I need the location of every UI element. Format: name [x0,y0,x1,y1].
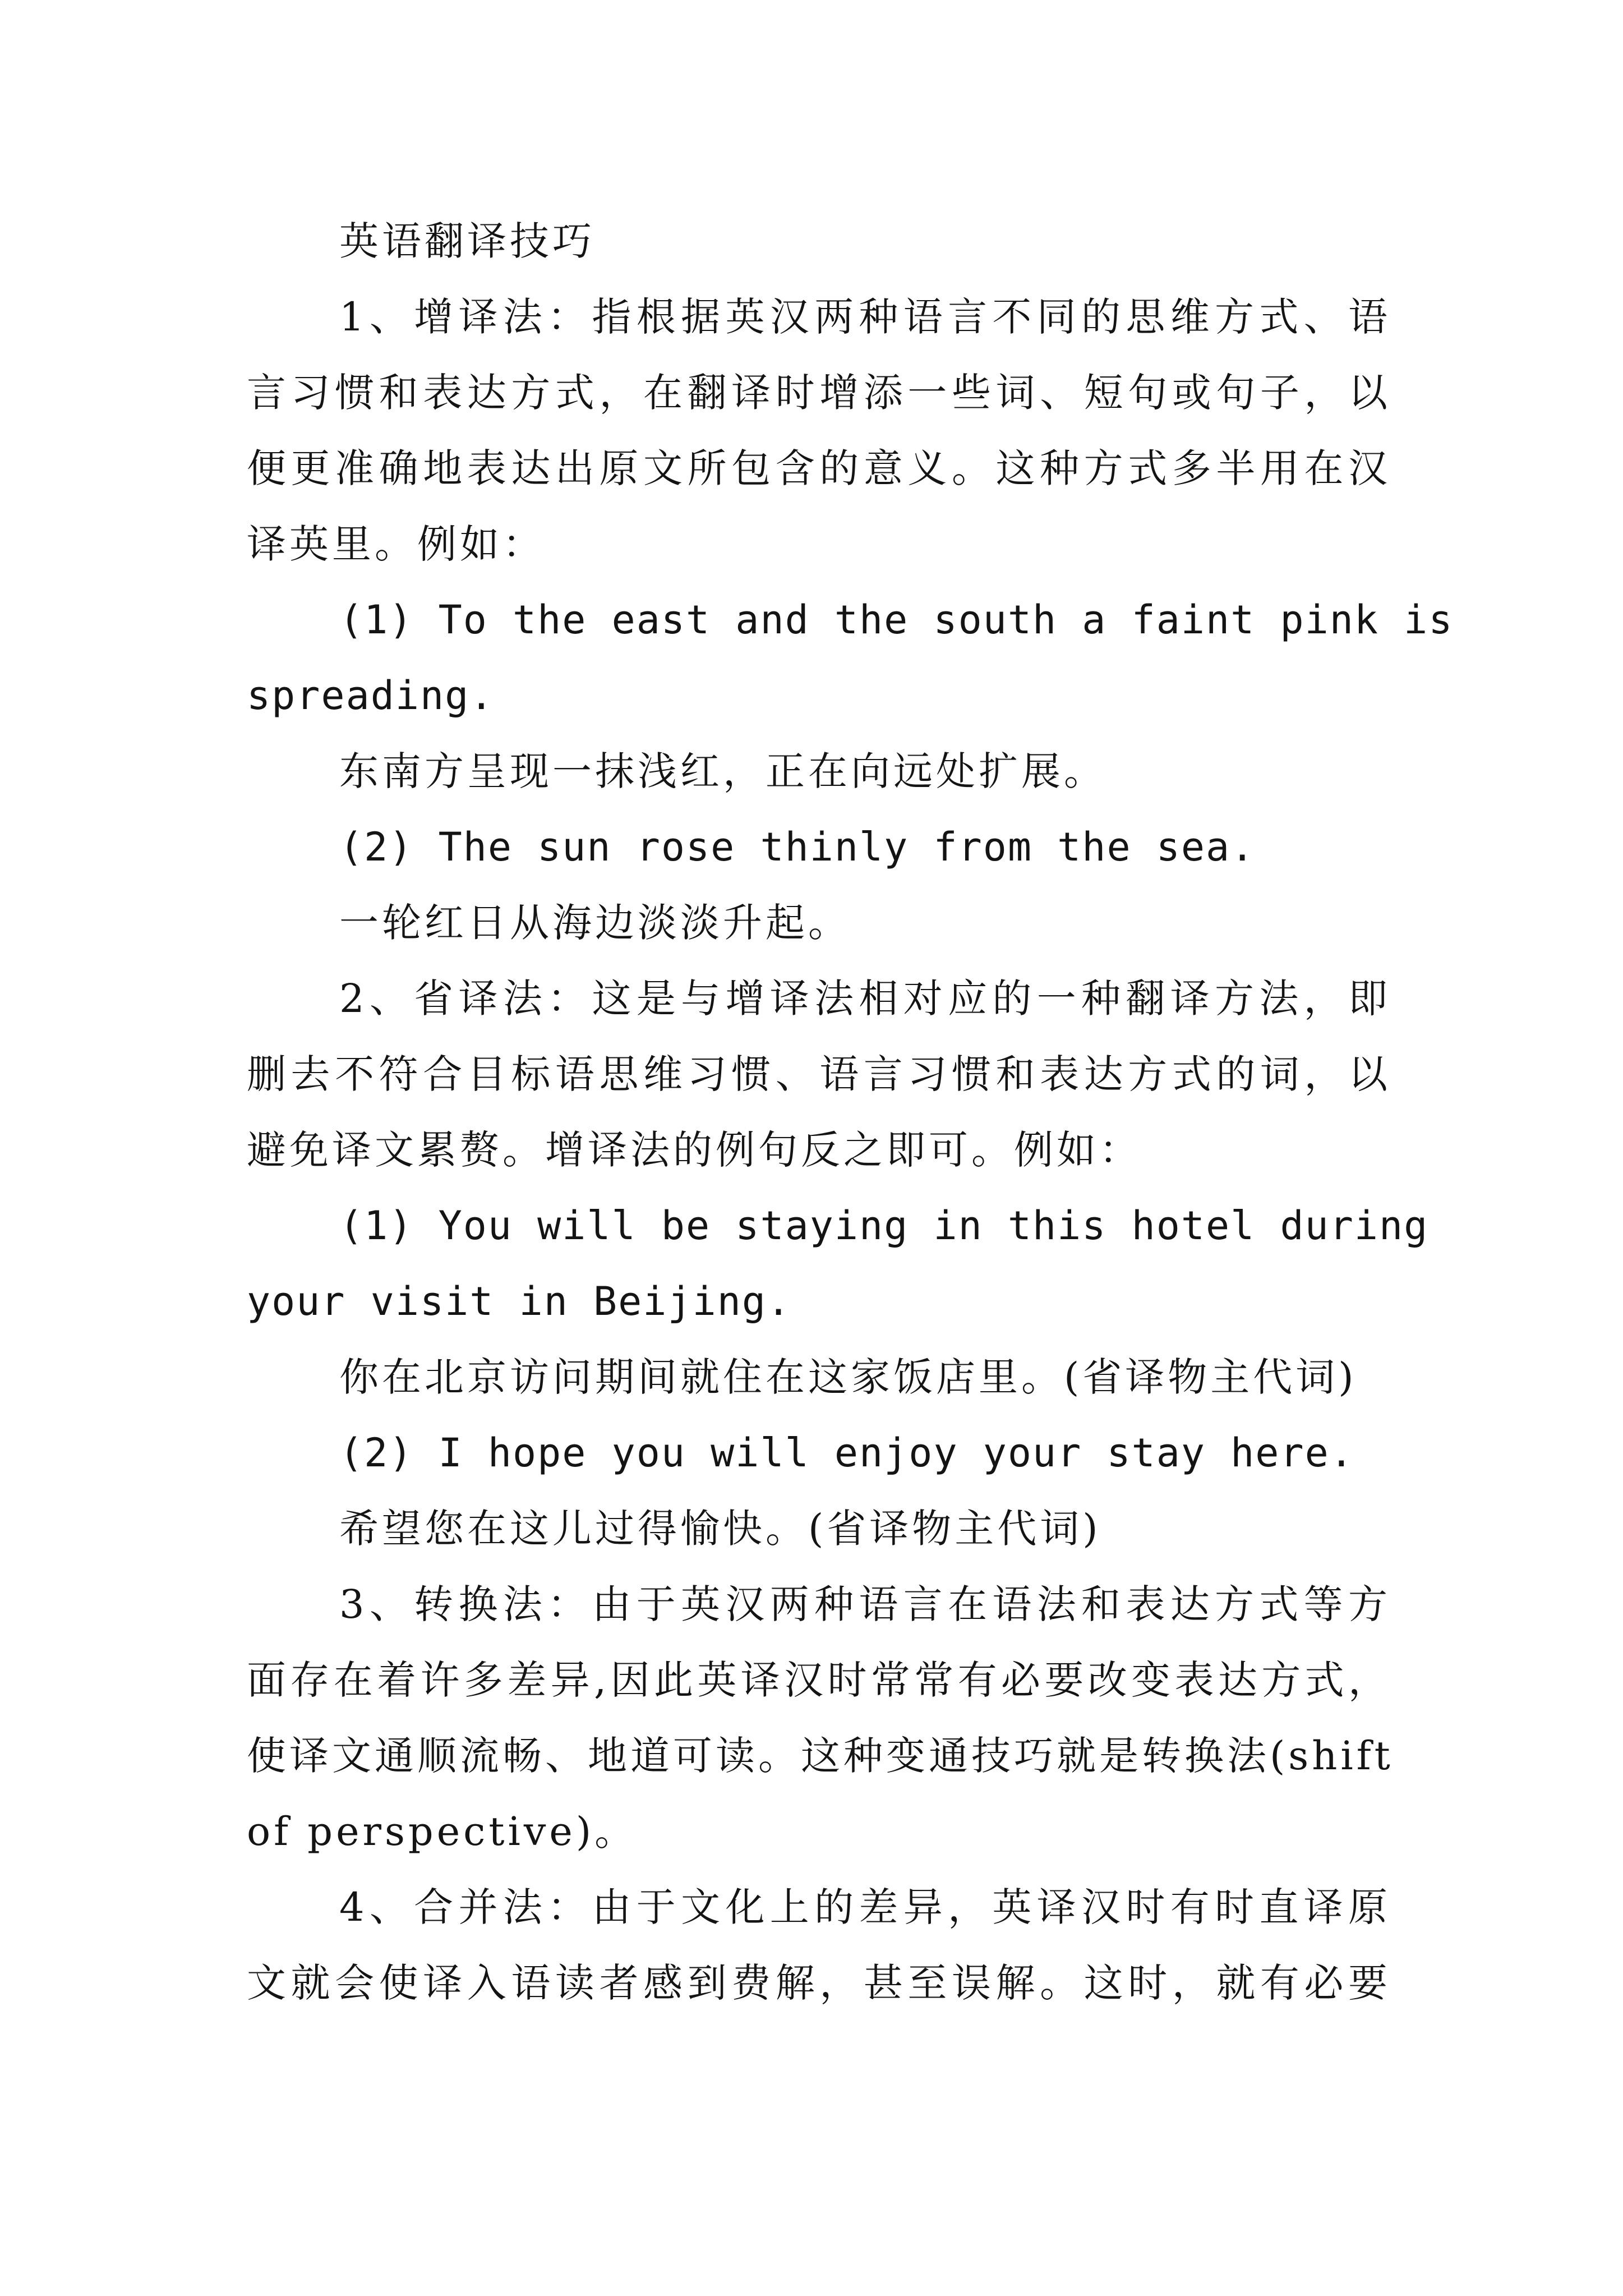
translation-line: 希望您在这儿过得愉快。(省译物主代词) [339,1506,1101,1552]
paragraph-line: 言习惯和表达方式，在翻译时增添一些词、短句或句子，以 [247,370,1391,416]
english-example-line: (2) I hope you will enjoy your stay here. [339,1430,1354,1476]
translation-line: 一轮红日从海边淡淡升起。 [339,900,851,946]
paragraph-line: 3、转换法：由于英汉两种语言在语法和表达方式等方 [339,1581,1391,1627]
paragraph-line: 2、省译法：这是与增译法相对应的一种翻译方法，即 [339,976,1391,1022]
paragraph-line: 使译文通顺流畅、地道可读。这种变通技巧就是转换法(shift [247,1733,1394,1779]
document-title: 英语翻译技巧 [339,218,595,264]
english-example-line: your visit in Beijing. [247,1278,792,1324]
paragraph-line: of perspective)。 [247,1809,638,1855]
translation-line: 东南方呈现一抹浅红，正在向远处扩展。 [339,748,1106,794]
paragraph-line: 译英里。例如： [247,521,545,567]
paragraph-line: 文就会使译入语读者感到费解，甚至误解。这时，就有必要 [247,1960,1391,2006]
paragraph-line: 避免译文累赘。增译法的例句反之即可。例如： [247,1127,1142,1173]
english-example-line: (1) You will be staying in this hotel during [339,1203,1429,1249]
paragraph-line: 删去不符合目标语思维习惯、语言习惯和表达方式的词，以 [247,1051,1391,1097]
paragraph-line: 4、合并法：由于文化上的差异，英译汉时有时直译原 [339,1884,1391,1930]
paragraph-line: 1、增译法：指根据英汉两种语言不同的思维方式、语 [339,294,1391,340]
paragraph-line: 面存在着许多差异,因此英译汉时常常有必要改变表达方式， [247,1657,1391,1703]
english-example-line: spreading. [247,673,495,719]
translation-line: 你在北京访问期间就住在这家饭店里。(省译物主代词) [339,1354,1357,1400]
english-example-line: (2) The sun rose thinly from the sea. [339,824,1256,870]
paragraph-line: 便更准确地表达出原文所包含的意义。这种方式多半用在汉 [247,445,1391,491]
english-example-line: (1) To the east and the south a faint pink is [339,597,1454,643]
